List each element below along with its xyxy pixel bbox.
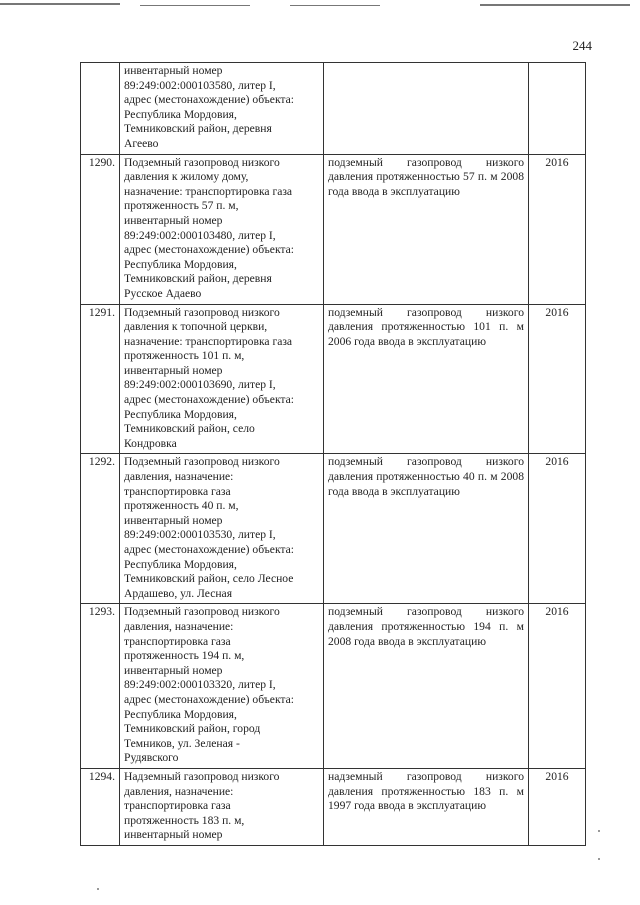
object-description-cell: [120, 304, 324, 454]
description-line: протяженность 101 п. м,: [124, 349, 245, 363]
description-line: Республика Мордовия,: [124, 557, 237, 571]
row-number-cell: 1290.: [81, 154, 120, 304]
description-line: инвентарный номер: [124, 663, 223, 677]
description-line: протяженность 57 п. м,: [124, 199, 239, 213]
page-number: 244: [572, 38, 592, 53]
scan-edge-mark: [140, 5, 250, 6]
object-characteristics-cell: [324, 63, 529, 155]
row-number-cell: 1293.: [81, 604, 120, 769]
year-cell: 2016: [529, 604, 586, 769]
row-number-cell: 1292.: [81, 454, 120, 604]
description-line: давления к жилому дому,: [124, 170, 249, 184]
year-cell: 2016: [529, 768, 586, 845]
scan-speck: [598, 830, 600, 832]
description-line: инвентарный номер: [124, 213, 223, 227]
description-line: Темниковский район, город: [124, 722, 261, 736]
description-line: Темниковский район, деревня: [124, 122, 272, 136]
description-line: Надземный газопровод низкого: [124, 769, 280, 783]
description-line: транспортировка газа: [124, 799, 231, 813]
description-line: протяженность 183 п. м,: [124, 813, 245, 827]
description-line: 89:249:002:000103480, литер I,: [124, 228, 276, 242]
description-line: назначение: транспортировка газа: [124, 184, 293, 198]
description-line: 89:249:002:000103530, литер I,: [124, 528, 276, 542]
description-line: давления, назначение:: [124, 784, 234, 798]
description-line: адрес (местонахождение) объекта:: [124, 692, 294, 706]
year-cell: [529, 63, 586, 155]
object-characteristics-cell: подземный газопровод низкого давления протяженностью 194 п. м 2008 года ввода в эксплуатацию: [324, 604, 529, 769]
description-line: Темниковский район, село: [124, 422, 255, 436]
object-description-cell: [120, 63, 324, 155]
description-line: Рудявского: [124, 751, 179, 765]
description-line: адрес (местонахождение) объекта:: [124, 243, 294, 257]
year-cell: 2016: [529, 454, 586, 604]
description-line: адрес (местонахождение) объекта:: [124, 543, 294, 556]
table-row: [81, 154, 586, 304]
description-line: инвентарный номер: [124, 64, 223, 77]
year-cell: 2016: [529, 304, 586, 454]
description-line: давления, назначение:: [124, 619, 234, 633]
description-line: Республика Мордовия,: [124, 107, 237, 121]
description-line: инвентарный номер: [124, 513, 223, 527]
description-line: Республика Мордовия,: [124, 707, 237, 721]
scan-edge-mark: [480, 4, 630, 6]
table-row: [81, 604, 586, 769]
table-row: [81, 304, 586, 454]
scan-edge-mark: [0, 3, 120, 5]
description-line: 89:249:002:000103690, литер I,: [124, 378, 276, 392]
description-line: Русское Адаево: [124, 286, 202, 300]
description-line: Подземный газопровод низкого: [124, 605, 280, 619]
object-description-cell: [120, 454, 324, 604]
object-description-cell: [120, 768, 324, 845]
object-characteristics-cell: надземный газопровод низкого давления протяженностью 183 п. м 1997 года ввода в эксплуатацию: [324, 768, 529, 845]
description-line: давления, назначение:: [124, 470, 234, 484]
object-characteristics-cell: подземный газопровод низкого давления протяженностью 57 п. м 2008 года ввода в эксплуатацию: [324, 154, 529, 304]
description-line: Кондровка: [124, 436, 177, 450]
description-line: Республика Мордовия,: [124, 407, 237, 421]
description-line: протяженность 194 п. м,: [124, 649, 245, 663]
description-line: Подземный газопровод низкого: [124, 305, 280, 319]
scan-speck: [97, 888, 99, 890]
table-row: [81, 768, 586, 845]
description-line: 89:249:002:000103320, литер I,: [124, 678, 276, 692]
description-line: 89:249:002:000103580, литер I,: [124, 78, 276, 92]
object-characteristics-cell: подземный газопровод низкого давления протяженностью 40 п. м 2008 года ввода в эксплуатацию: [324, 454, 529, 604]
object-characteristics-cell: подземный газопровод низкого давления протяженностью 101 п. м 2006 года ввода в эксплуатацию: [324, 304, 529, 454]
property-registry-table: [80, 62, 586, 846]
description-line: Агеево: [124, 136, 159, 150]
description-line: Темников, ул. Зеленая -: [124, 736, 240, 750]
description-line: Республика Мордовия,: [124, 257, 237, 271]
description-line: транспортировка газа: [124, 634, 231, 648]
scan-edge-mark: [290, 5, 380, 6]
description-line: Темниковский район, деревня: [124, 272, 272, 286]
description-line: транспортировка газа: [124, 484, 231, 498]
description-line: протяженность 40 п. м,: [124, 499, 239, 513]
description-line: Подземный газопровод низкого: [124, 455, 280, 469]
description-line: адрес (местонахождение) объекта:: [124, 393, 294, 407]
object-description-cell: [120, 154, 324, 304]
description-line: Подземный газопровод низкого: [124, 155, 280, 169]
description-line: инвентарный номер: [124, 363, 223, 377]
registry-body: [81, 63, 586, 846]
scan-speck: [598, 858, 600, 860]
row-number-cell: 1294.: [81, 768, 120, 845]
row-number-cell: [81, 63, 120, 155]
description-line: Ардашево, ул. Лесная: [124, 586, 233, 600]
year-cell: 2016: [529, 154, 586, 304]
row-number-cell: 1291.: [81, 304, 120, 454]
description-line: Темниковский район, село Лесное: [124, 572, 294, 586]
description-line: назначение: транспортировка газа: [124, 334, 293, 348]
description-line: инвентарный номер: [124, 828, 223, 842]
description-line: давления к топочной церкви,: [124, 320, 268, 334]
table-row: [81, 454, 586, 604]
table-row: [81, 63, 586, 155]
description-line: адрес (местонахождение) объекта:: [124, 93, 294, 107]
object-description-cell: [120, 604, 324, 769]
